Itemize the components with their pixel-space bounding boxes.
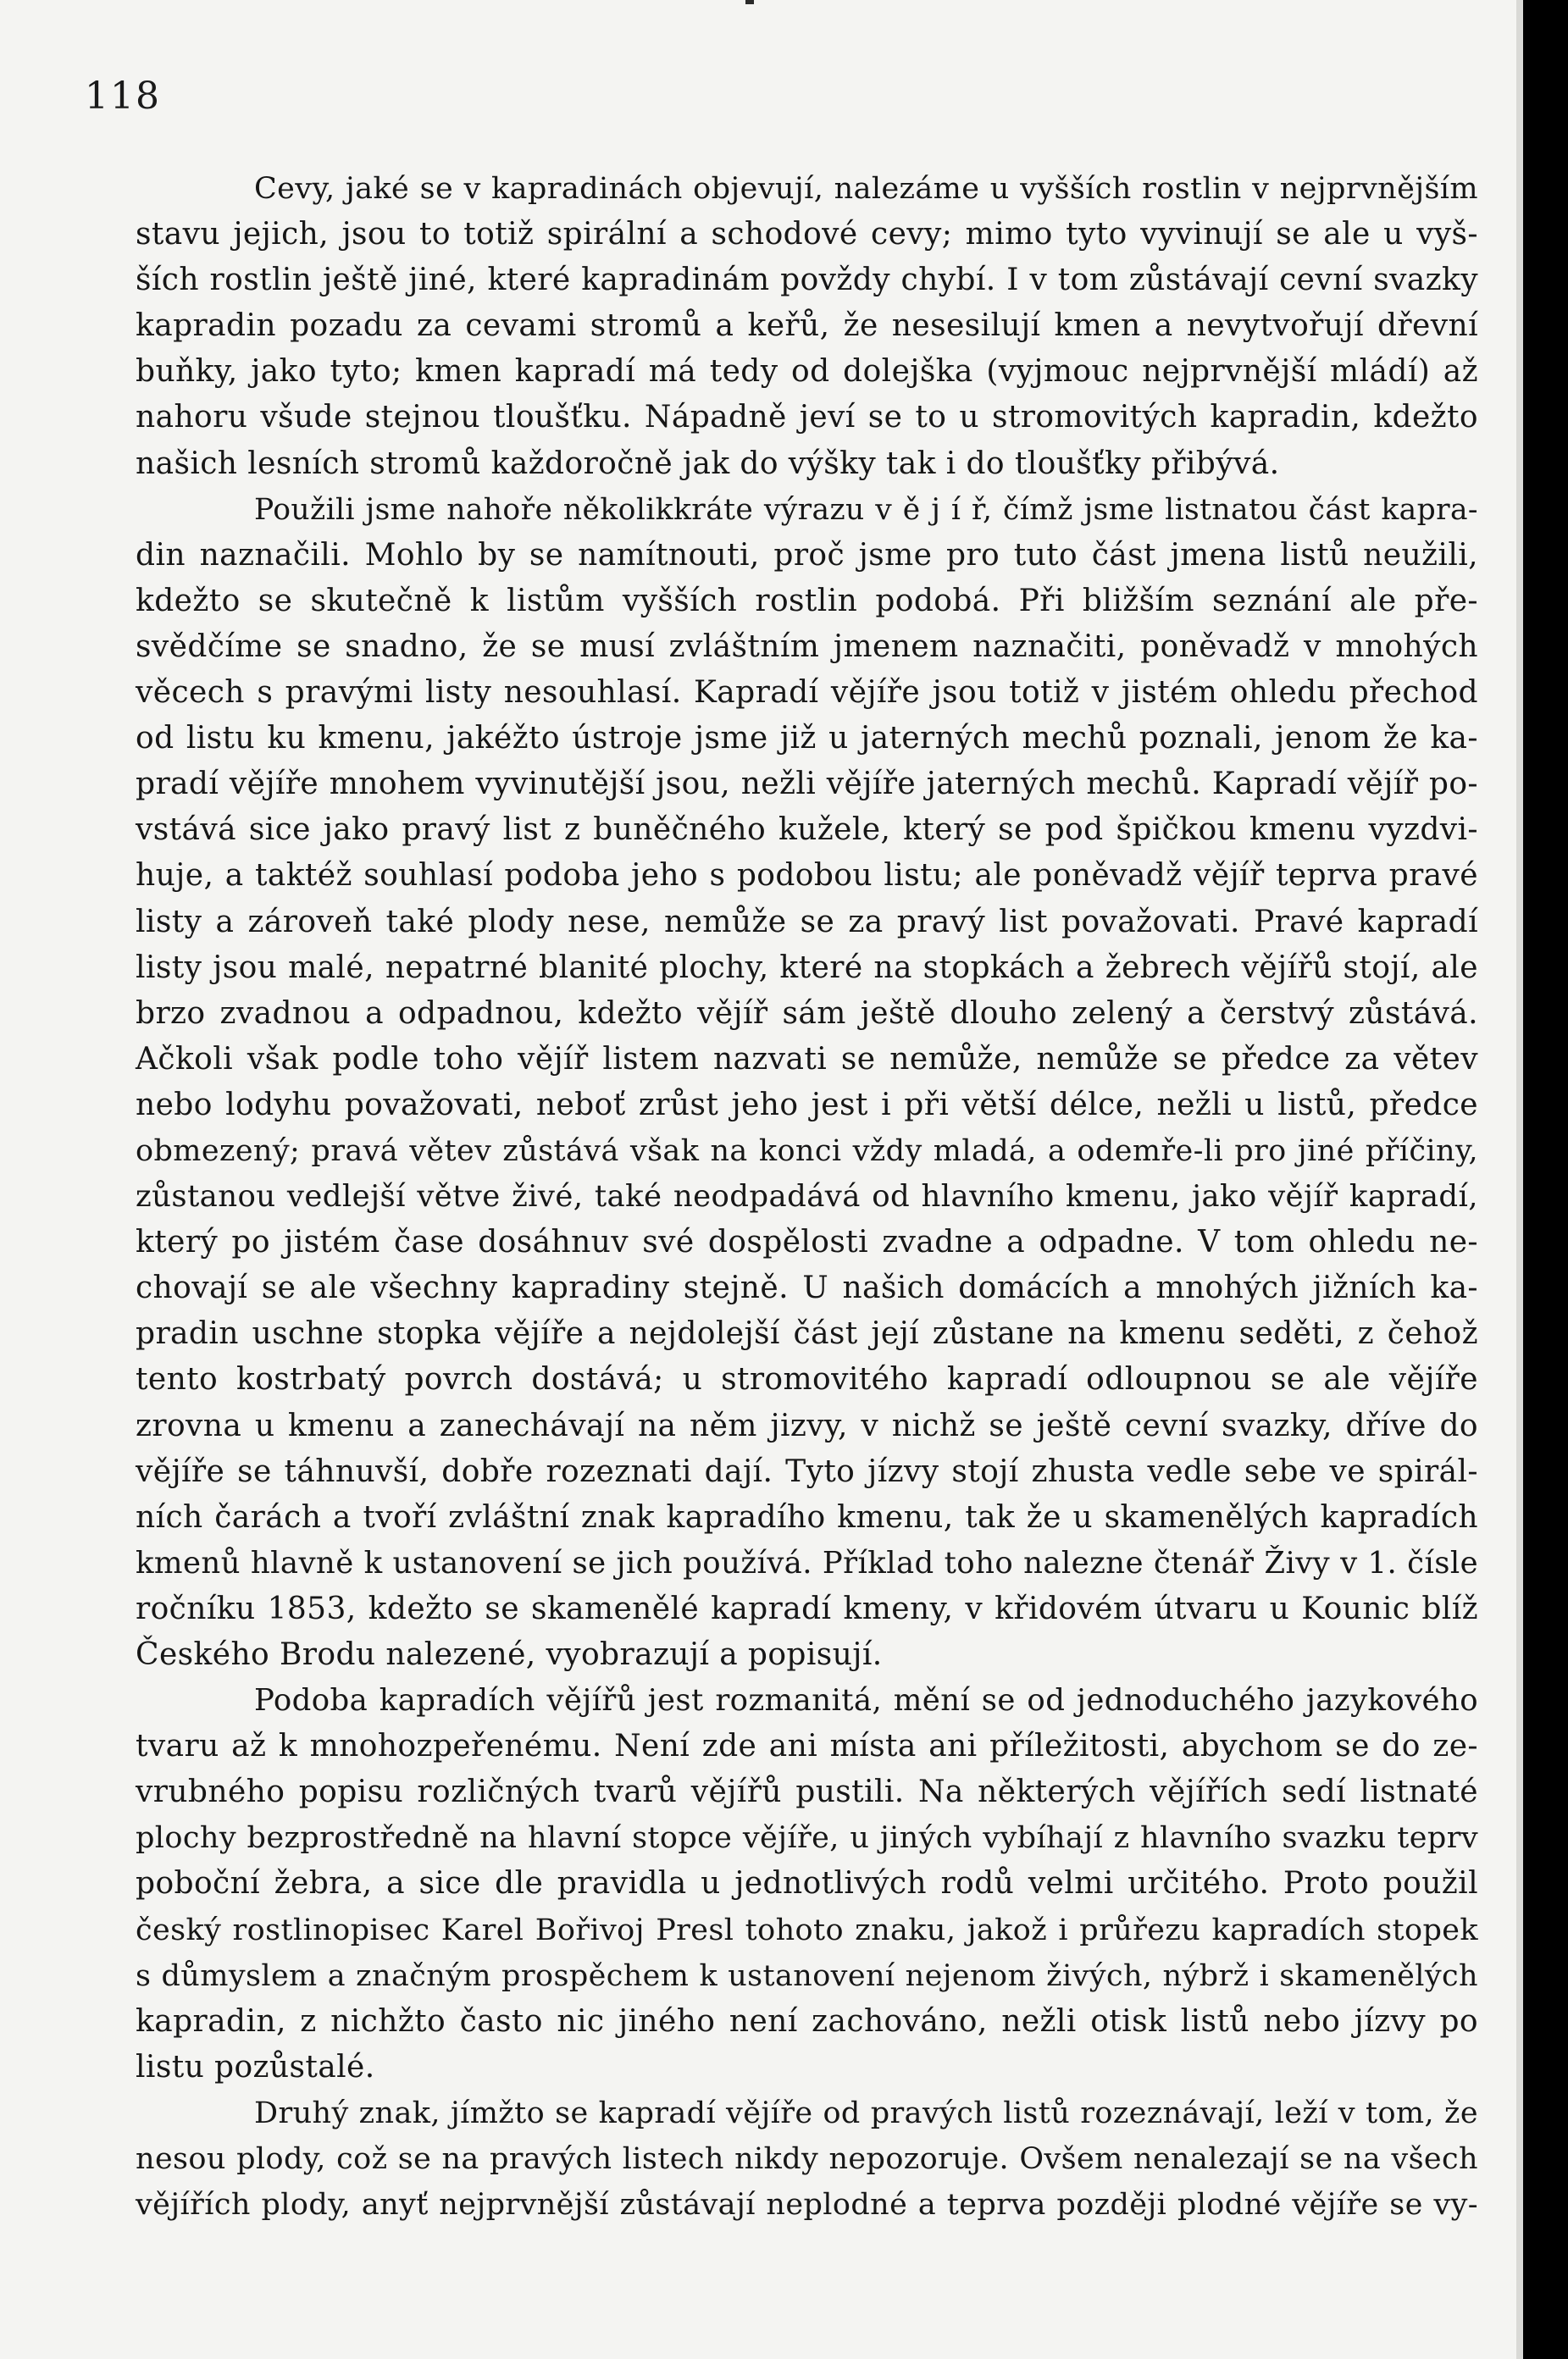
text-line: chovají se ale všechny kapradiny stejně. U našich domácích a mnohých jižních ka- (136, 1271, 1478, 1306)
text-line: který po jistém čase dosáhnuv své dospělosti zvadne a odpadne. V tom ohledu ne- (136, 1225, 1478, 1260)
text-line: věcech s pravými listy nesouhlasí. Kapradí vějíře jsou totiž v jistém ohledu přechod (136, 675, 1478, 711)
page-edge (1516, 0, 1523, 2359)
text-line: nebo lodyhu považovati, neboť zrůst jeho jest i při větší délce, nežli u listů, předce (136, 1087, 1478, 1122)
text-line: český rostlinopisec Karel Bořivoj Presl tohoto znaku, jakož i průřezu kapradích stopek (136, 1913, 1478, 1947)
text-line: vějíře se táhnuvší, dobře rozeznati dají. Tyto jízvy stojí zhusta vedle sebe ve spirál- (136, 1454, 1478, 1489)
text-line: s důmyslem a značným prospěchem k ustanovení nejenom živých, nýbrž i skamenělých (136, 1958, 1478, 1993)
text-line: svědčíme se snadno, že se musí zvláštním jmenem naznačiti, poněvadž v mnohých (136, 629, 1478, 664)
text-line: ních čarách a tvoří zvláštní znak kapradího kmenu, tak že u skamenělých kapradích (136, 1499, 1478, 1535)
text-line: ších rostlin ještě jiné, které kapradinám povždy chybí. I v tom zůstávají cevní svazky (136, 263, 1478, 298)
text-line: stavu jejich, jsou to totiž spirální a schodové cevy; mimo tyto vyvinují se ale u vyš- (136, 217, 1478, 252)
text-line: Ačkoli však podle toho vějíř listem nazvati se nemůže, nemůže se předce za větev (136, 1041, 1478, 1077)
text-line: listu pozůstalé. (136, 2049, 375, 2085)
page-number: 118 (85, 75, 161, 118)
text-line: obmezený; pravá větev zůstává však na konci vždy mladá, a odemře-li pro jiné příčiny, (136, 1133, 1478, 1168)
text-line: nahoru všude stejnou tloušťku. Nápadně jeví se to u stromovitých kapradin, kdežto (136, 400, 1478, 435)
text-line: vějířích plody, anyť nejprvnější zůstávají neplodné a teprva později plodné vějíře se vy- (136, 2188, 1478, 2223)
text-line: vrubného popisu rozličných tvarů vějířů pustili. Na některých vějířích sedí listnaté (136, 1775, 1478, 1810)
text-line: Druhý znak, jímžto se kapradí vějíře od pravých listů rozeznávají, leží v tom, že (254, 2096, 1478, 2130)
text-line: pradí vějíře mnohem vyvinutější jsou, nežli vějíře jaterných mechů. Kapradí vějíř po- (136, 767, 1478, 802)
text-line: brzo zvadnou a odpadnou, kdežto vějíř sám ještě dlouho zelený a čerstvý zůstává. (136, 995, 1478, 1031)
text-line: poboční žebra, a sice dle pravidla u jednotlivých rodů velmi určitého. Proto použil (136, 1866, 1478, 1902)
text-line: vstává sice jako pravý list z buněčného kužele, který se pod špičkou kmenu vyzdvi- (136, 812, 1478, 848)
text-line: našich lesních stromů každoročně jak do výšky tak i do tloušťky přibývá. (136, 446, 1280, 481)
text-line: buňky, jako tyto; kmen kapradí má tedy od dolejška (vyjmouc nejprvnější mládí) až (136, 354, 1478, 390)
text-line: Použili jsme nahoře několikkráte výrazu v ě j í ř, čímž jsme listnatou část kapra- (254, 492, 1478, 527)
text-line: listy jsou malé, nepatrné blanité plochy, které na stopkách a žebrech vějířů stojí, ale (136, 950, 1478, 985)
body-text (136, 166, 1478, 2228)
text-line: zrovna u kmenu a zanechávají na něm jizvy, v nichž se ještě cevní svazky, dříve do (136, 1408, 1478, 1443)
text-line: pradin uschne stopka vějíře a nejdolejší část její zůstane na kmenu seděti, z čehož (136, 1316, 1478, 1352)
text-line: Podoba kapradích vějířů jest rozmanitá, mění se od jednoduchého jazykového (254, 1683, 1478, 1719)
text-line: kapradin, z nichžto často nic jiného není zachováno, nežli otisk listů nebo jízvy po (136, 2003, 1478, 2039)
text-line: kmenů hlavně k ustanovení se jich používá. Příklad toho nalezne čtenář Živy v 1. čísle (136, 1545, 1478, 1581)
text-line: tvaru až k mnohozpeřenému. Není zde ani místa ani příležitosti, abychom se do ze- (136, 1729, 1478, 1764)
text-line: kdežto se skutečně k listům vyšších rostlin podobá. Při bližším seznání ale pře- (136, 583, 1478, 618)
text-line: kapradin pozadu za cevami stromů a keřů, že nesesilují kmen a nevytvořují dřevní (136, 308, 1478, 344)
text-line: plochy bezprostředně na hlavní stopce vějíře, u jiných vybíhají z hlavního svazku teprv (136, 1821, 1478, 1856)
text-line: listy a zároveň také plody nese, nemůže se za pravý list považovati. Pravé kapradí (136, 904, 1478, 939)
text-line: Českého Brodu nalezené, vyobrazují a popisují. (136, 1637, 883, 1672)
text-line: huje, a taktéž souhlasí podoba jeho s podobou listu; ale poněvadž vějíř teprva pravé (136, 858, 1478, 894)
text-line: Cevy, jaké se v kapradinách objevují, nalezáme u vyšších rostlin v nejprvnějším (254, 172, 1478, 206)
text-line: din naznačili. Mohlo by se namítnouti, proč jsme pro tuto část jmena listů neužili, (136, 537, 1478, 573)
text-line: ročníku 1853, kdežto se skamenělé kapradí kmeny, v křidovém útvaru u Kounic blíž (136, 1591, 1478, 1626)
text-line: od listu ku kmenu, jakéžto ústroje jsme již u jaterných mechů poznali, jenom že ka- (136, 721, 1478, 756)
text-line: tento kostrbatý povrch dostává; u stromovitého kapradí odloupnou se ale vějíře (136, 1362, 1478, 1398)
text-line: nesou plody, což se na pravých listech nikdy nepozoruje. Ovšem nenalezají se na všech (136, 2142, 1478, 2177)
scan-mark (745, 0, 754, 4)
text-line: zůstanou vedlejší větve živé, také neodpadává od hlavního kmenu, jako vějíř kapradí, (136, 1179, 1478, 1215)
